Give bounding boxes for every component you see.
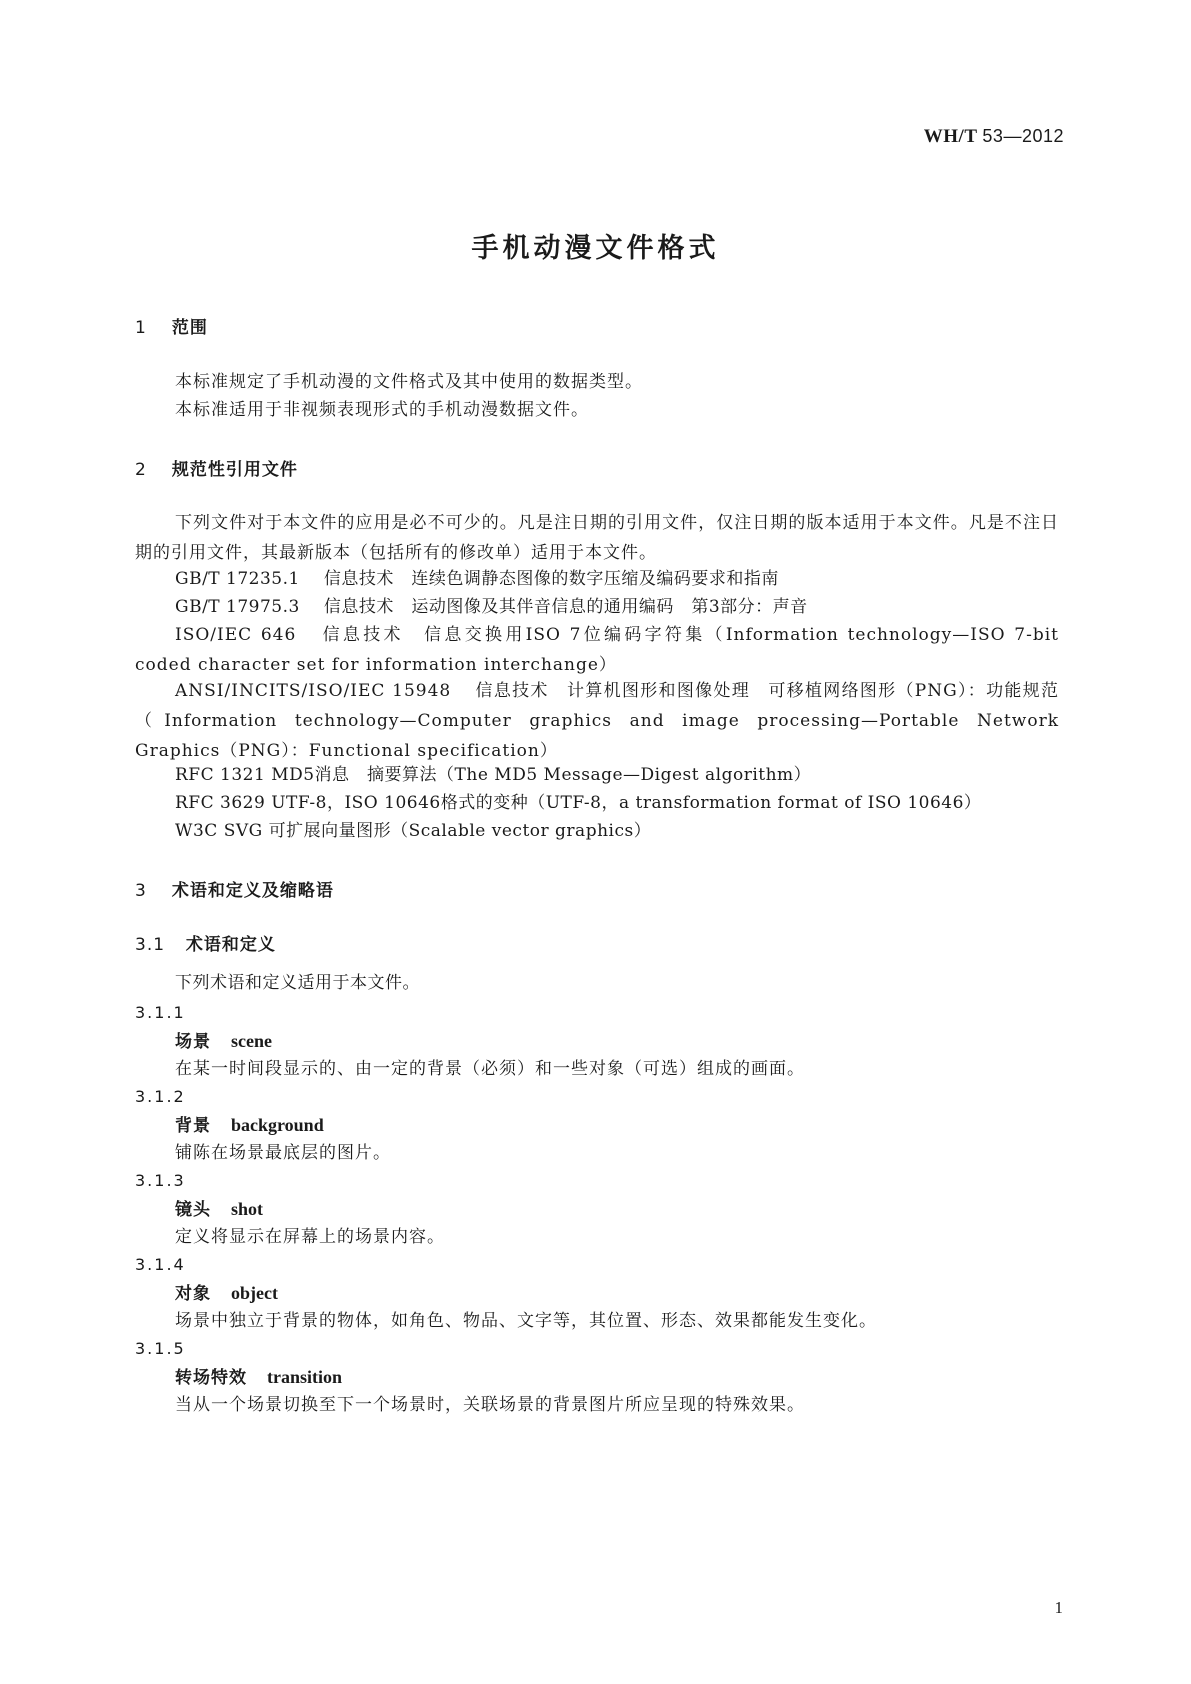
page-number: 1: [1054, 1598, 1063, 1617]
reference-item: [135, 760, 1099, 790]
term-zh: 背景: [175, 1116, 211, 1136]
term-number: 3.1.2: [135, 1087, 186, 1106]
reference-code: ANSI/INCITS/ISO/IEC 15948: [175, 681, 452, 701]
reference-title: MD5消息 摘要算法（The MD5 Message—Digest algorithm）: [271, 765, 812, 785]
term-number: 3.1.1: [135, 1003, 186, 1022]
term-definition: 当从一个场景切换至下一个场景时，关联场景的背景图片所应呈现的特殊效果。: [175, 1395, 805, 1415]
subsection-3-1-heading: [135, 930, 1059, 955]
reference-title: 信息技术 运动图像及其伴音信息的通用编码 第3部分：声音: [323, 597, 808, 617]
reference-item: [135, 564, 1099, 594]
reference-title: 信息技术 计算机图形和图像处理 可移植网络图形（PNG）：功能规范（Information technology—Computer graphics and image processing—Portable Network Graphics（PNG）：Functional specification）: [135, 681, 1059, 761]
standard-prefix: WH/T: [923, 126, 978, 147]
term-definition: 在某一时间段显示的、由一定的背景（必须）和一些对象（可选）组成的画面。: [175, 1059, 805, 1079]
term-zh: 对象: [175, 1284, 211, 1304]
term-en: transition: [267, 1367, 343, 1387]
reference-item: [135, 788, 1099, 818]
term-en: background: [231, 1115, 324, 1135]
term-name: [135, 1026, 1099, 1057]
reference-item: [135, 676, 1059, 766]
section-number: 3: [135, 881, 147, 901]
section-1-heading: [135, 313, 1059, 338]
reference-code: GB/T 17235.1: [175, 569, 300, 589]
section-number: 2: [135, 460, 147, 480]
term-en: shot: [231, 1199, 264, 1219]
paragraph: 下列文件对于本文件的应用是必不可少的。凡是注日期的引用文件，仅注日期的版本适用于本文件。凡是不注日期的引用文件，其最新版本（包括所有的修改单）适用于本文件。: [135, 513, 1059, 563]
reference-code: RFC 3629: [175, 793, 266, 813]
section-number: 1: [135, 318, 147, 338]
standard-number: 53—2012: [982, 126, 1064, 146]
paragraph: 本标准规定了手机动漫的文件格式及其中使用的数据类型。: [175, 372, 643, 392]
term-en: object: [231, 1283, 278, 1303]
reference-title: 信息技术 信息交换用ISO 7位编码字符集（Information technology—ISO 7-bit coded character set for information interchange）: [135, 625, 1059, 675]
paragraph: 下列术语和定义适用于本文件。: [175, 973, 420, 993]
section-title: 术语和定义及缩略语: [171, 881, 334, 901]
document-title: 手机动漫文件格式: [471, 233, 720, 264]
term-definition: 铺陈在场景最底层的图片。: [175, 1143, 391, 1163]
reference-item: [135, 620, 1059, 680]
term-definition: 场景中独立于背景的物体，如角色、物品、文字等，其位置、形态、效果都能发生变化。: [175, 1311, 877, 1331]
subsection-number: 3.1: [135, 935, 166, 955]
paragraph: 本标准适用于非视频表现形式的手机动漫数据文件。: [175, 400, 589, 420]
reference-title: 信息技术 连续色调静态图像的数字压缩及编码要求和指南: [323, 569, 779, 589]
section-title: 规范性引用文件: [171, 460, 298, 480]
reference-item: [135, 816, 1099, 846]
standard-code: [924, 126, 1064, 148]
term-name: [135, 1362, 1099, 1393]
reference-code: RFC 1321: [175, 765, 266, 785]
section-2-heading: [135, 455, 1059, 480]
term-number: 3.1.5: [135, 1339, 186, 1358]
term-zh: 镜头: [175, 1200, 211, 1220]
term-en: scene: [231, 1031, 272, 1051]
term-name: [135, 1194, 1099, 1225]
term-zh: 转场特效: [175, 1368, 247, 1388]
reference-item: [135, 592, 1099, 622]
reference-title: 可扩展向量图形（Scalable vector graphics）: [268, 821, 652, 841]
term-number: 3.1.4: [135, 1255, 186, 1274]
reference-title: UTF-8，ISO 10646格式的变种（UTF-8，a transformation format of ISO 10646）: [271, 793, 982, 813]
term-number: 3.1.3: [135, 1171, 186, 1190]
section-title: 范围: [171, 318, 208, 338]
term-name: [135, 1110, 1099, 1141]
term-name: [135, 1278, 1099, 1309]
section-3-heading: [135, 876, 1059, 901]
term-zh: 场景: [175, 1032, 211, 1052]
term-definition: 定义将显示在屏幕上的场景内容。: [175, 1227, 445, 1247]
reference-code: W3C SVG: [175, 821, 263, 841]
reference-code: GB/T 17975.3: [175, 597, 300, 617]
reference-code: ISO/IEC 646: [175, 625, 297, 645]
subsection-title: 术语和定义: [185, 935, 276, 955]
